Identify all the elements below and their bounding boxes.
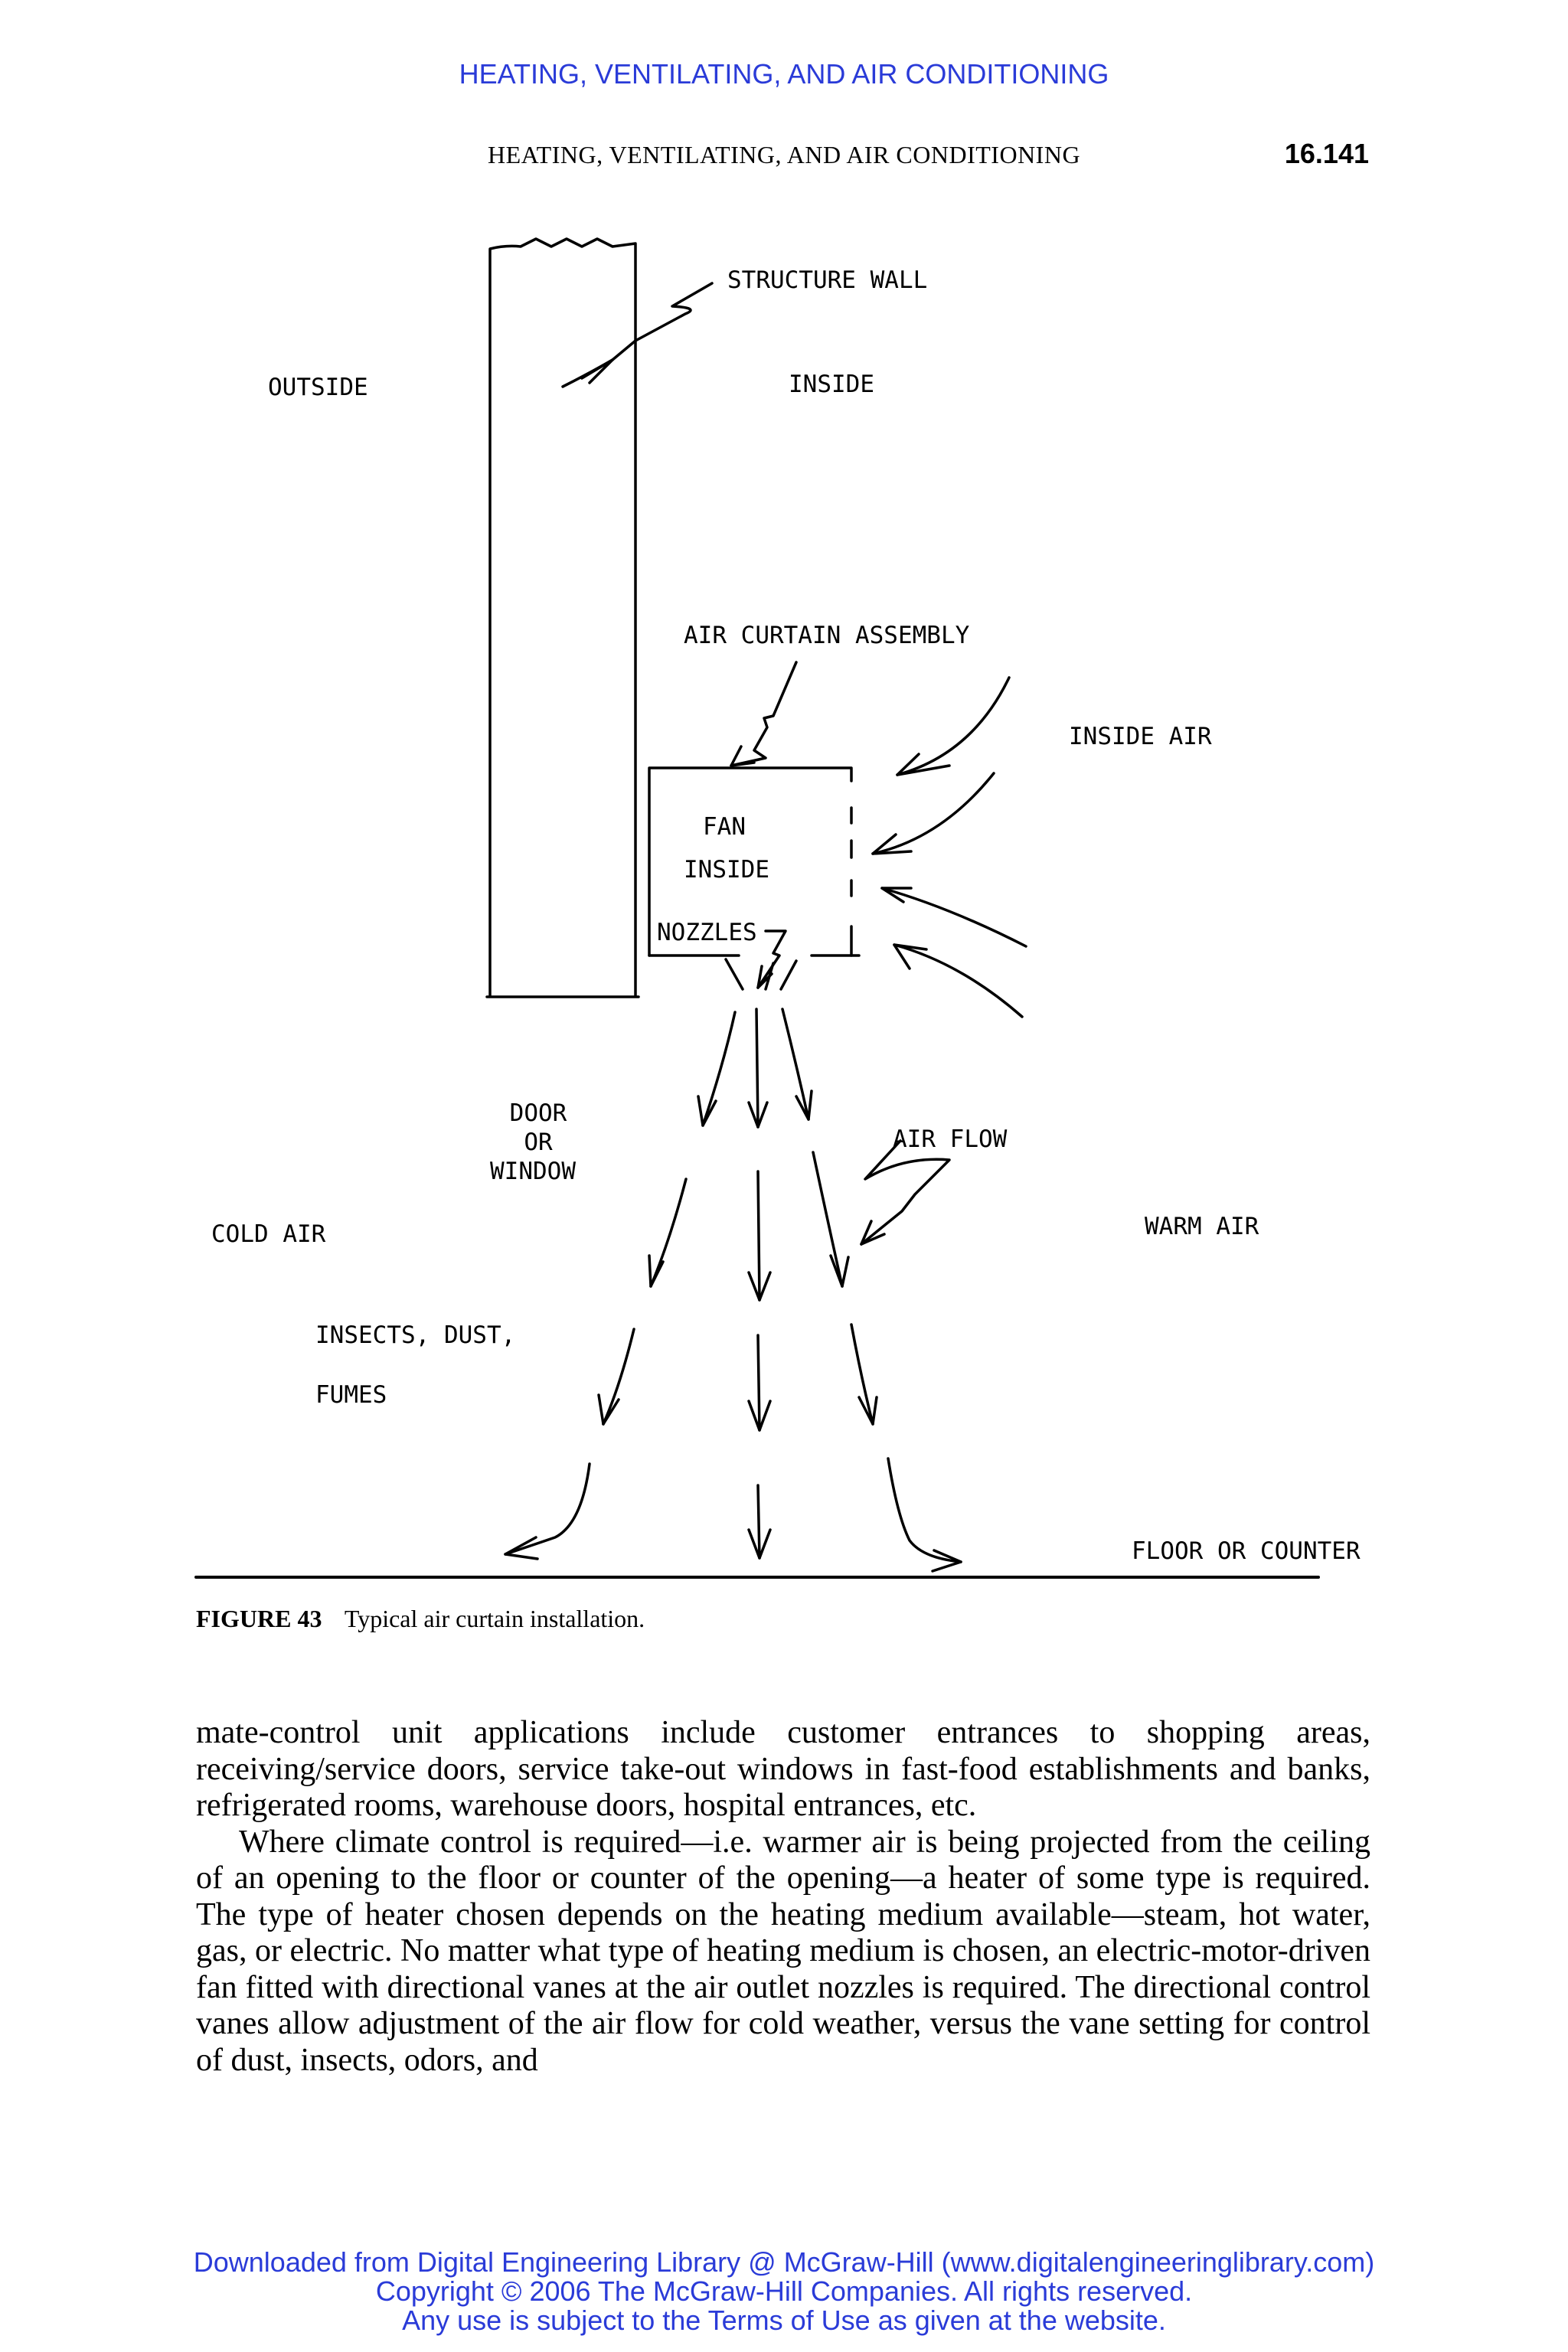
structure-wall-pointer <box>563 283 712 387</box>
label-warm-air: WARM AIR <box>1145 1213 1259 1240</box>
footer-line-download[interactable]: Downloaded from Digital Engineering Library @ McGraw-Hill (www.digitalengineeringlibrary.com) <box>193 2246 1375 2278</box>
label-air-curtain-assembly: AIR CURTAIN ASSEMBLY <box>684 622 970 649</box>
label-insects-dust: INSECTS, DUST, <box>315 1321 516 1349</box>
label-fan: FAN <box>703 813 746 841</box>
download-footer <box>0 2248 1568 2335</box>
label-air-flow: AIR FLOW <box>893 1125 1008 1153</box>
air-flow-pointer <box>861 1141 949 1244</box>
label-fan-inside: INSIDE <box>684 856 769 884</box>
label-cold-air: COLD AIR <box>211 1220 326 1248</box>
air-flow-arrows <box>505 1009 961 1571</box>
assembly-pointer <box>731 662 796 766</box>
figure-caption <box>196 1605 645 1633</box>
body-text <box>196 1715 1370 2079</box>
label-inside: INSIDE <box>789 371 874 398</box>
label-fumes: FUMES <box>315 1381 387 1409</box>
label-door: DOOR <box>509 1099 567 1127</box>
label-or: OR <box>524 1129 553 1156</box>
footer-line-copyright: Copyright © 2006 The McGraw-Hill Companies. All rights reserved. <box>375 2275 1193 2307</box>
figure-caption-text: Typical air curtain installation. <box>344 1605 645 1632</box>
figure-number: FIGURE 43 <box>196 1605 322 1632</box>
footer-line-terms[interactable]: Any use is subject to the Terms of Use as given at the website. <box>402 2305 1166 2336</box>
label-outside: OUTSIDE <box>268 374 368 401</box>
paragraph-1: mate-control unit applications include customer entrances to shopping areas, receiving/service doors, service take-out windows in fast-food establishments and banks, refrigerated rooms, warehouse doors, hospital entrances, etc. <box>196 1715 1370 1823</box>
structure-wall <box>487 239 639 997</box>
paragraph-2: Where climate control is required—i.e. warmer air is being projected from the ceiling of an opening to the floor or counter of the opening—a heater of some type is required. The type of heater chosen depends on the heating medium available—steam, hot water, gas, or electric. No matter what type of heating medium is chosen, an electric-motor-driven fan fitted with directional vanes at the air outlet nozzles is required. The directional control vanes allow adjustment of the air flow for cold weather, versus the vane setting for control of dust, insects, odors, and <box>196 1824 1370 2078</box>
inside-air-arrows <box>873 678 1026 1017</box>
label-window: WINDOW <box>490 1158 576 1185</box>
label-floor-or-counter: FLOOR OR COUNTER <box>1132 1537 1361 1565</box>
page-number: 16.141 <box>1284 138 1369 169</box>
running-head: HEATING, VENTILATING, AND AIR CONDITIONING <box>487 141 1081 168</box>
label-nozzles: NOZZLES <box>657 919 757 946</box>
label-structure-wall: STRUCTURE WALL <box>727 266 928 294</box>
library-banner-title[interactable]: HEATING, VENTILATING, AND AIR CONDITIONING <box>459 58 1109 90</box>
label-inside-air: INSIDE AIR <box>1069 723 1212 750</box>
